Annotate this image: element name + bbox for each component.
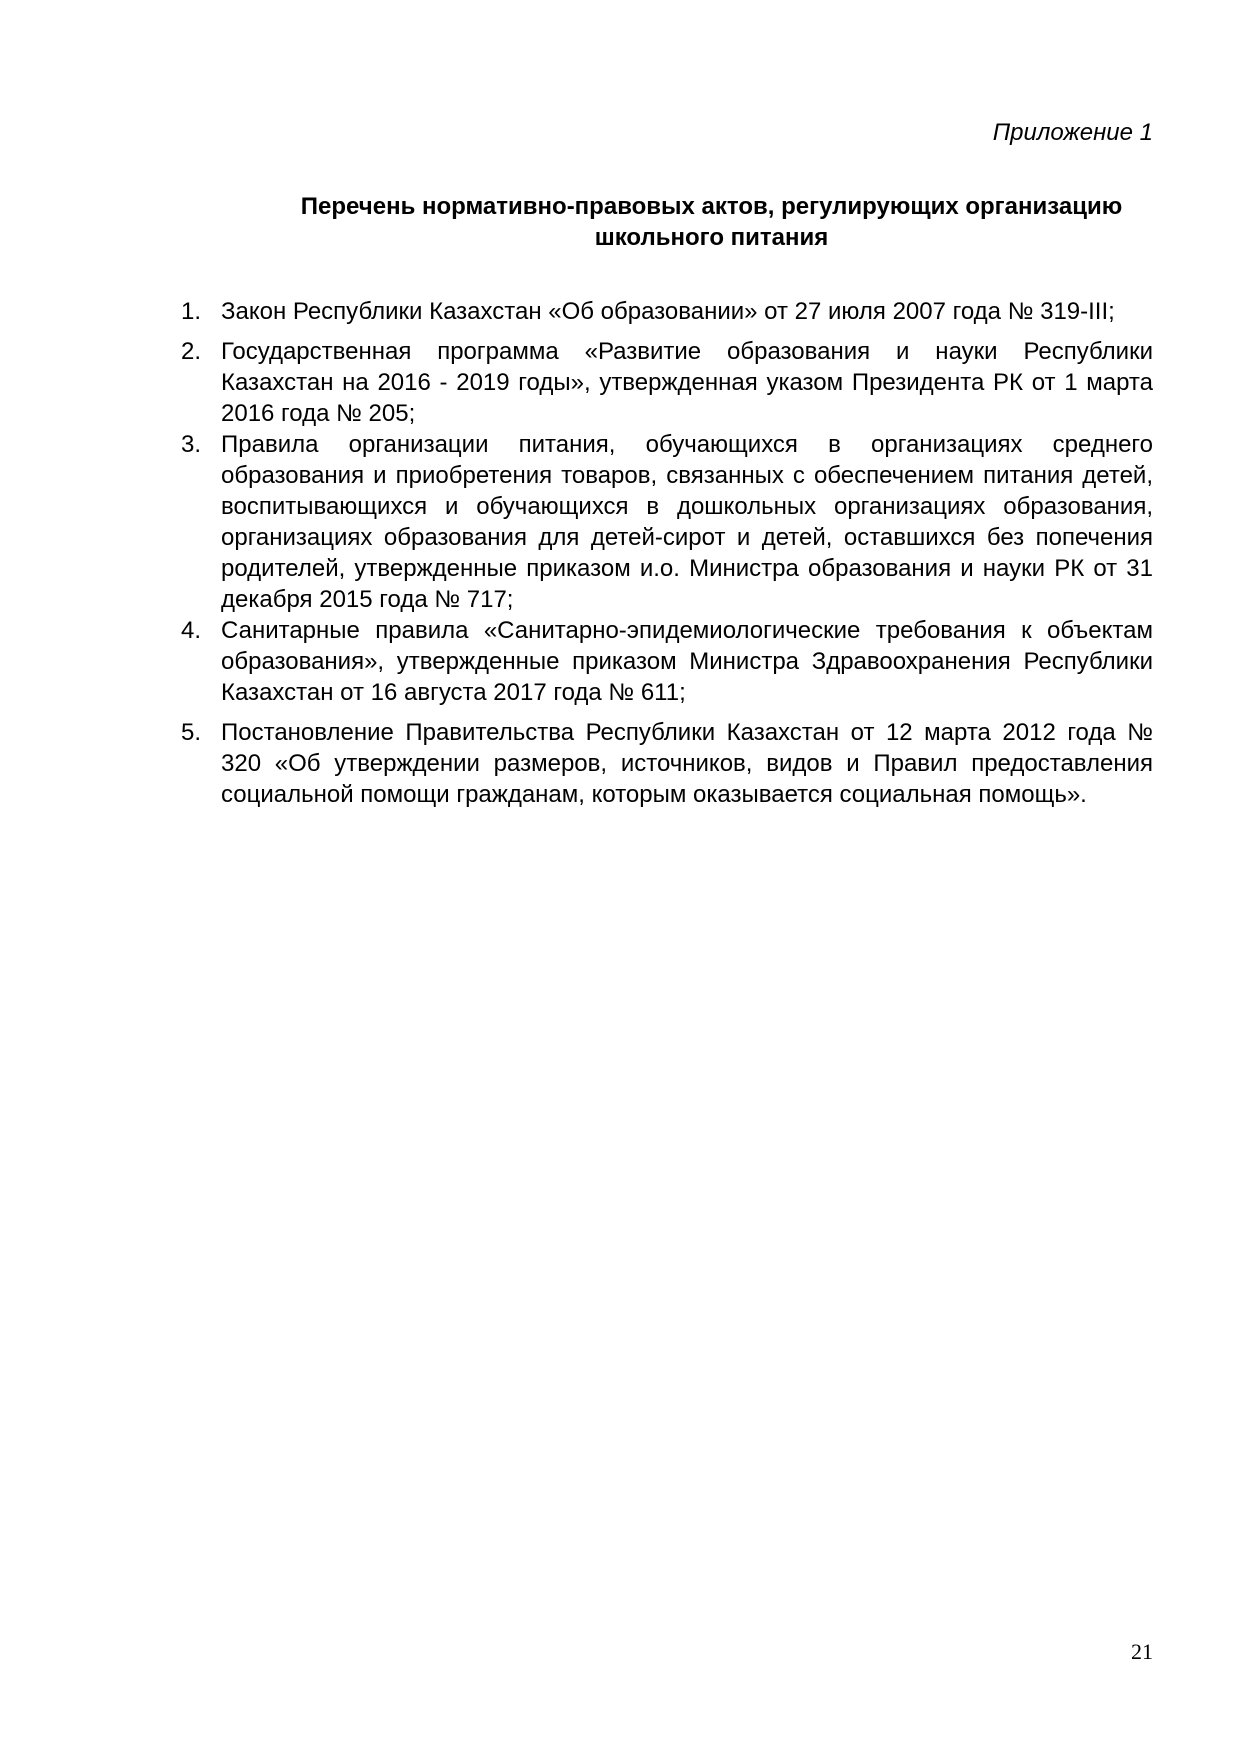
list-item-number: 1. xyxy=(181,298,202,325)
list-item-number: 4. xyxy=(181,617,202,644)
list-item-text: Постановление Правительства Республики Казахстан от 12 марта 2012 года № 320 «Об утверждении размеров, источников, видов и Правил предоставления социальной помощи гражданам, которым оказывается социальная помощь». xyxy=(221,719,1153,808)
document-title-line-1: Перечень нормативно-правовых актов, регулирующих организацию xyxy=(300,193,1123,220)
document-title xyxy=(270,191,1153,253)
list-item-act-3 xyxy=(178,429,1153,615)
list-item-text: Санитарные правила «Санитарно-эпидемиологические требования к объектам образования», утвержденные приказом Министра Здравоохранения Республики Казахстан от 16 августа 2017 года № 611; xyxy=(221,617,1153,706)
list-item-number: 3. xyxy=(181,431,202,458)
list-item-text: Закон Республики Казахстан «Об образовании» от 27 июля 2007 года № 319-III; xyxy=(221,298,1115,325)
list-item-act-2 xyxy=(178,336,1153,429)
list-item-act-4 xyxy=(178,615,1153,708)
legal-acts-list xyxy=(178,296,1153,810)
list-item-text: Правила организации питания, обучающихся в организациях среднего образования и приобретения товаров, связанных с обеспечением питания детей, воспитывающихся и обучающихся в дошкольных организациях образования, организациях образования для детей-сирот и детей, оставшихся без попечения родителей, утвержденные приказом и.о. Министра образования и науки РК от 31 декабря 2015 года № 717; xyxy=(221,431,1153,613)
list-item-number: 5. xyxy=(181,719,202,746)
document-title-line-2: школьного питания xyxy=(594,224,829,251)
page-number: 21 xyxy=(1131,1639,1153,1664)
list-item-act-1 xyxy=(178,296,1153,327)
list-item-number: 2. xyxy=(181,338,202,365)
list-item-text: Государственная программа «Развитие образования и науки Республики Казахстан на 2016 - 2019 годы», утвержденная указом Президента РК от 1 марта 2016 года № 205; xyxy=(221,338,1153,427)
list-item-act-5 xyxy=(178,717,1153,810)
appendix-label: Приложение 1 xyxy=(992,119,1153,146)
